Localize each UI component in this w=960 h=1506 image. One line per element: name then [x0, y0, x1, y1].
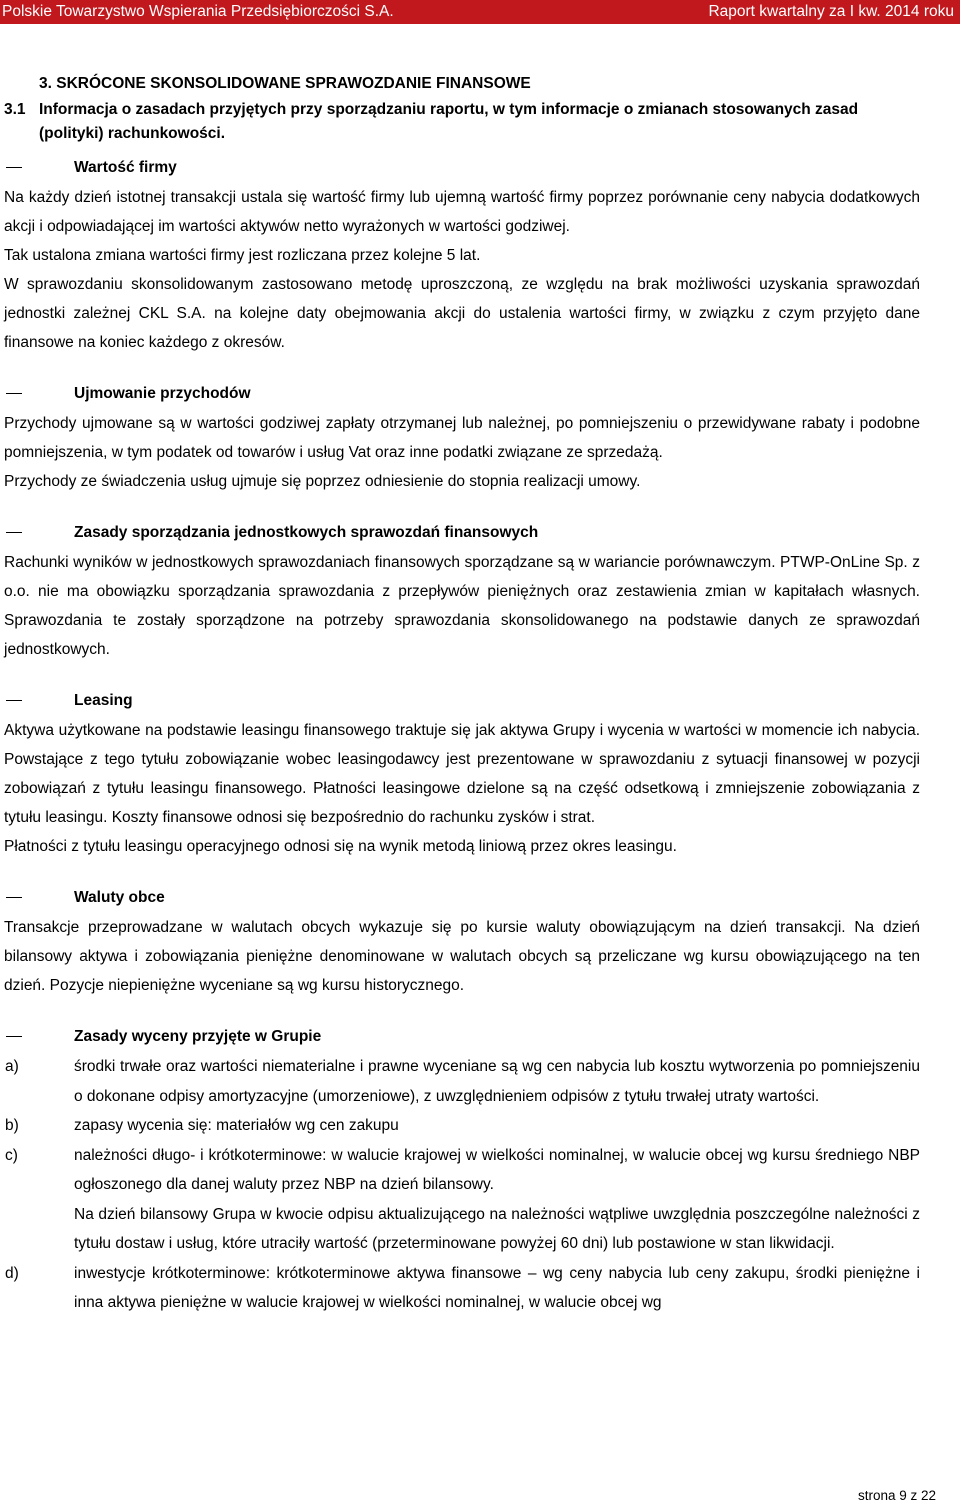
list-marker: b) [5, 1117, 19, 1134]
policy-heading-text: Zasady sporządzania jednostkowych sprawozdań finansowych [74, 524, 539, 541]
list-item [4, 1052, 920, 1111]
list-item-text: inwestycje krótkoterminowe: krótkoterminowe aktywa finansowe – wg ceny nabycia lub ceny zakupu, środki pieniężne i inna aktywa pieniężne w walucie krajowej w wielkości nominalnej, w walucie obcej wg [74, 1264, 920, 1311]
list-item [4, 1141, 920, 1259]
paragraph: Przychody ze świadczenia usług ujmuje się poprzez odniesienie do stopnia realizacji umowy. [4, 473, 641, 490]
paragraph: Tak ustalona zmiana wartości firmy jest rozliczana przez kolejne 5 lat. [4, 247, 481, 264]
policy-heading [4, 886, 920, 910]
list-item-text: należności długo- i krótkoterminowe: w walucie krajowej w wielkości nominalnej, w walucie obcej wg kursu średniego NBP ogłoszonego dla danej waluty przez NBP na dzień bilansowy. [74, 1146, 920, 1193]
paragraph: Aktywa użytkowane na podstawie leasingu finansowego traktuje się jak aktywa Grupy i wycenia w wartości w momencie ich nabycia. Powstające z tego tytułu zobowiązanie wobec leasingodawcy jest prezentowane w sprawozdaniu z sytuacji finansowej w pozycji zobowiązań z tytułu leasingu finansowego. Płatności leasingowe dzielone są na część odsetkową i zmniejszenie zobowiązania z tytułu leasingu. Koszty finansowe odnosi się bezpośrednio do rachunku zysków i strat. [4, 722, 920, 826]
paragraph: Przychody ujmowane są w wartości godziwej zapłaty otrzymanej lub należnej, po pomniejszeniu o przewidywane rabaty i podobne pomniejszenia, w tym podatek od towarów i usług Vat oraz inne podatki związane ze sprzedażą. [4, 415, 920, 461]
subsection-title [4, 98, 920, 146]
paragraph: W sprawozdaniu skonsolidowanym zastosowano metodę uproszczoną, ze względu na brak możliwości uzyskania sprawozdań jednostki zależnej CKL S.A. na kolejne daty obejmowania akcji do ustalenia wartości firmy, w związku z czym przyjęto dane finansowe na koniec każdego z okresów. [4, 276, 920, 351]
list-item-extra: Na dzień bilansowy Grupa w kwocie odpisu aktualizującego na należności wątpliwe uwzględnia poszczególne należności z tytułu dostaw i usług, które utraciły wartość (przeterminowane powyżej 60 dni) lub postawione w stan likwidacji. [74, 1205, 920, 1252]
policy-heading-text: Leasing [74, 692, 133, 709]
paragraph: Na każdy dzień istotnej transakcji ustala się wartość firmy lub ujemną wartość firmy poprzez porównanie ceny nabycia dodatkowych akcji i odpowiadającej im wartości aktywów netto wyrażonych w wartości godziwej. [4, 189, 920, 235]
policy-sections [4, 156, 920, 1025]
policy-heading-text: Waluty obce [74, 889, 165, 906]
list-marker: d) [5, 1264, 19, 1282]
page-number: strona 9 z 22 [857, 1488, 936, 1503]
dash-bullet [6, 393, 22, 394]
header-company-name: Polskie Towarzystwo Wspierania Przedsiębiorczości S.A. [2, 3, 394, 20]
paragraph: Płatności z tytułu leasingu operacyjnego odnosi się na wynik metodą liniową przez okres leasingu. [4, 838, 677, 855]
list-marker: a) [5, 1058, 19, 1075]
list-item-text: środki trwałe oraz wartości niematerialne i prawne wyceniane są wg cen nabycia lub kosztu wytworzenia po pomniejszeniu o dokonane odpisy amortyzacyjne (umorzeniowe), z uwzględnieniem odpisów z tytułu trwałej utraty wartości. [74, 1058, 920, 1105]
dash-bullet [6, 1036, 22, 1037]
dash-bullet [6, 167, 22, 168]
policy-heading [4, 156, 920, 180]
paragraph: Transakcje przeprowadzane w walutach obcych wykazuje się po kursie waluty obowiązującym na dzień transakcji. Na dzień bilansowy aktywa i zobowiązania pieniężne denominowane w walutach obcych są przeliczane wg kursu obowiązującego na ten dzień. Pozycje niepieniężne wyceniane są wg kursu historycznego. [4, 919, 920, 994]
dash-bullet [6, 897, 22, 898]
paragraph: Rachunki wyników w jednostkowych sprawozdaniach finansowych sporządzane są w wariancie porównawczym. PTWP-OnLine Sp. z o.o. nie ma obowiązku sporządzania sprawozdania z przepływów pieniężnych oraz zestawienia zmian w kapitałach własnych. Sprawozdania te zostały sporządzone na potrzeby sprawozdania skonsolidowanego na podstawie danych ze sprawozdań jednostkowych. [4, 554, 920, 658]
valuation-heading [4, 1025, 920, 1049]
policy-heading-text: Ujmowanie przychodów [74, 385, 251, 402]
valuation-heading-text: Zasady wyceny przyjęte w Grupie [74, 1028, 322, 1045]
policy-heading [4, 689, 920, 713]
policy-heading-text: Wartość firmy [74, 159, 177, 176]
list-item [4, 1259, 920, 1318]
policy-heading [4, 382, 920, 406]
list-marker: c) [5, 1146, 18, 1164]
policy-heading [4, 521, 920, 545]
subsection-text: Informacja o zasadach przyjętych przy sporządzaniu raportu, w tym informacje o zmianach stosowanych zasad (polityki) rachunkowości. [39, 101, 859, 142]
valuation-list [4, 1052, 920, 1318]
subsection-number: 3.1 [4, 101, 26, 118]
document-body [4, 72, 920, 1318]
list-item [4, 1111, 920, 1141]
list-item-text: zapasy wycenia się: materiałów wg cen zakupu [74, 1117, 399, 1134]
header-report-title: Raport kwartalny za I kw. 2014 roku [708, 3, 954, 20]
dash-bullet [6, 532, 22, 533]
page-header [0, 0, 960, 24]
dash-bullet [6, 700, 22, 701]
section-title: 3. SKRÓCONE SKONSOLIDOWANE SPRAWOZDANIE FINANSOWE [39, 75, 531, 92]
